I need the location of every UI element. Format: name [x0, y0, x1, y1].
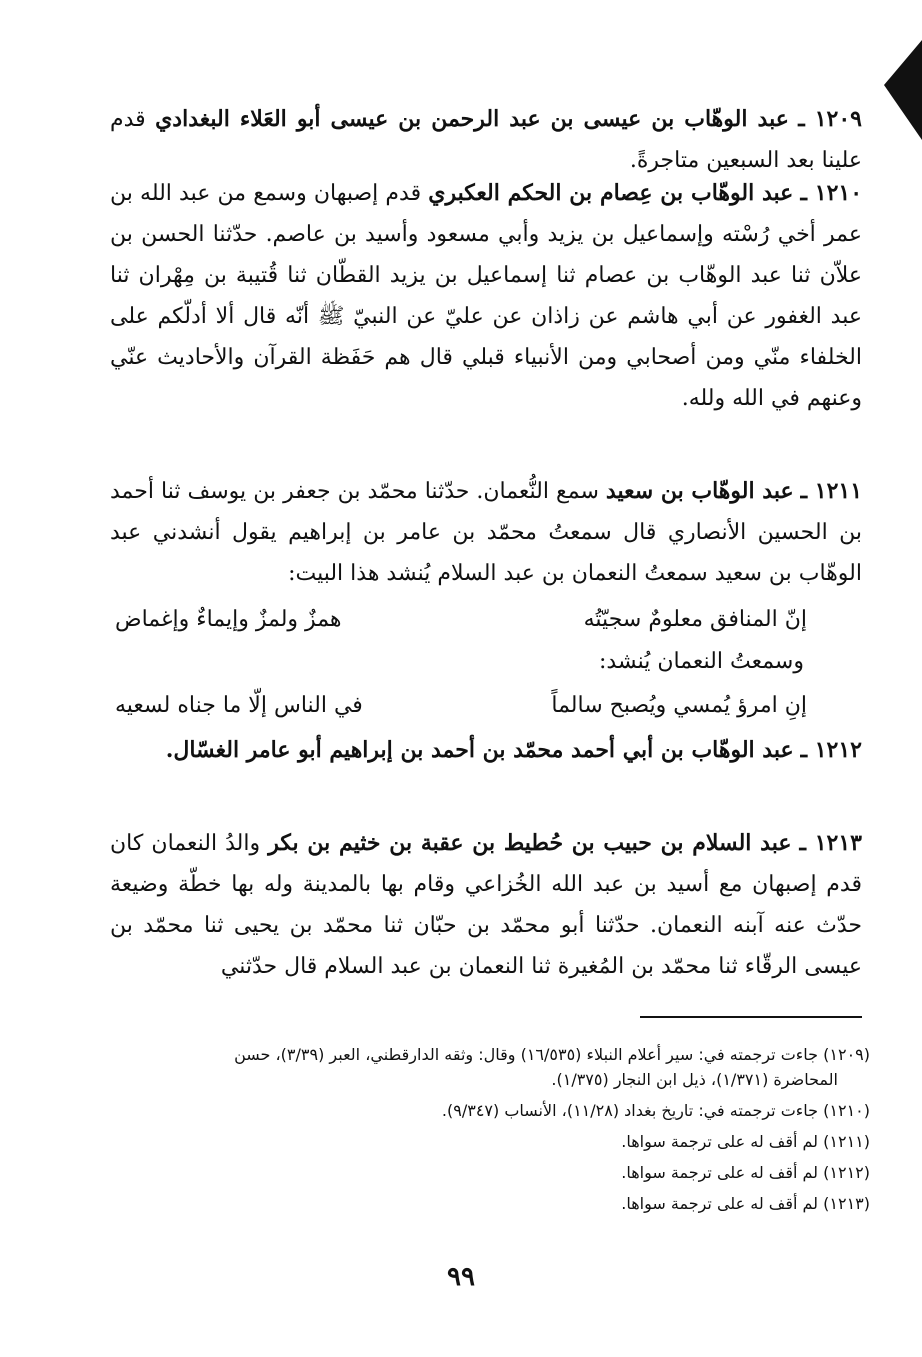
entry-number: ١٢١٠ ـ	[800, 180, 863, 206]
entry-heading: عبد الوهّاب بن سعيد	[605, 478, 794, 504]
entry-body: والدُ النعمان كان قدم إصبهان مع أسيد بن عبد الله الخُزاعي وقام بها بالمدينة وله بها خطّة وضيعة حدّث عنه آبنه النعمان. حدّثنا أبو محمّد بن حبّان ثنا محمّد بن يحيى ثنا محمّد بن عيسى الرقّاء ثنا محمّد بن المُغيرة ثنا النعمان بن عبد السلام قال حدّثني	[110, 831, 862, 979]
footnotes	[118, 1042, 870, 1222]
footnote-continuation: المحاضرة (١/٣٧١)، ذيل ابن النجار (١/٣٧٥).	[551, 1070, 838, 1089]
footnote-1212: (١٢١٢) لم أقف له على ترجمة سواها.	[621, 1163, 870, 1182]
poem-verse-1	[115, 600, 807, 640]
entry-number: ١٢١٢ ـ	[800, 737, 862, 763]
entry-body: قدم علينا بعد السبعين متاجرةً.	[110, 107, 862, 173]
page-edge-mark	[884, 40, 922, 140]
entry-body: سمع النُّعمان. حدّثنا محمّد بن جعفر بن يوسف ثنا أحمد بن الحسين الأنصاري قال سمعتُ محمّد بن عامر بن إبراهيم يقول أنشدني عبد الوهّاب بن سعيد سمعتُ النعمان بن عبد السلام يُنشد هذا البيت:	[110, 479, 862, 586]
verse-second-hemistich: في الناس إلّا ما جناه لسعيه	[115, 693, 363, 718]
verse-first-hemistich: إنّ المنافق معلومٌ سجيّتُه	[583, 607, 807, 632]
entry-1212	[110, 730, 862, 771]
verse-intro: وسمعتُ النعمان يُنشد:	[599, 649, 804, 674]
page-number: ٩٩	[447, 1262, 475, 1292]
footnote-1211: (١٢١١) لم أقف له على ترجمة سواها.	[621, 1132, 870, 1151]
footnote-divider	[640, 1016, 862, 1018]
entry-heading: عبد السلام بن حبيب بن حُطيط بن عقبة بن خثيم بن بكر	[268, 830, 792, 856]
entry-number: ١٢١١ ـ	[800, 478, 863, 504]
entry-heading: عبد الوهّاب بن عِصام بن الحكم العكبري	[428, 180, 794, 206]
footnote-1213: (١٢١٣) لم أقف له على ترجمة سواها.	[621, 1194, 870, 1213]
entry-1211	[110, 471, 862, 594]
entry-number: ١٢٠٩ ـ	[798, 106, 862, 132]
poem-verse-2	[115, 686, 807, 726]
entry-number: ١٢١٣ ـ	[799, 830, 862, 856]
footnote-1209	[118, 1042, 870, 1092]
entry-1210	[110, 173, 862, 419]
footnote-text: (١٢٠٩) جاءت ترجمته في: سير أعلام النبلاء (١٦/٥٣٥) وقال: وثقه الدارقطني، العبر (٣/٣٩)، حسن	[234, 1045, 870, 1064]
entry-body: قدم إصبهان وسمع من عبد الله بن عمر أخي رُسْته وإسماعيل بن يزيد وأبي مسعود وأسيد بن عاصم. حدّثنا الحسن بن علاّن ثنا عبد الوهّاب بن عصام ثنا إسماعيل بن يزيد القطّان ثنا قُتيبة بن مِهْران ثنا عبد الغفور عن أبي هاشم عن زاذان عن عليّ عن النبيّ ﷺ أنّه قال ألا أدلّكم على الخلفاء منّي ومن أصحابي ومن الأنبياء قبلي قال هم حَفَظة القرآن والأحاديث عنّي وعنهم في الله ولله.	[110, 181, 862, 411]
verse-first-hemistich: إنِ امرؤ يُمسي ويُصبح سالماً	[551, 693, 807, 718]
entry-1209	[110, 99, 862, 181]
entry-heading: عبد الوهّاب بن أبي أحمد محمّد بن أحمد بن إبراهيم أبو عامر الغسّال.	[165, 737, 794, 763]
verse-second-hemistich: همزٌ ولمزٌ وإيماءٌ وإغماض	[115, 607, 342, 632]
entry-1213	[110, 823, 862, 987]
footnote-1210: (١٢١٠) جاءت ترجمته في: تاريخ بغداد (١١/٢٨)، الأنساب (٩/٣٤٧).	[441, 1101, 870, 1120]
entry-heading: عبد الوهّاب بن عيسى بن عبد الرحمن بن عيسى أبو العَلاء البغدادي	[155, 106, 789, 132]
